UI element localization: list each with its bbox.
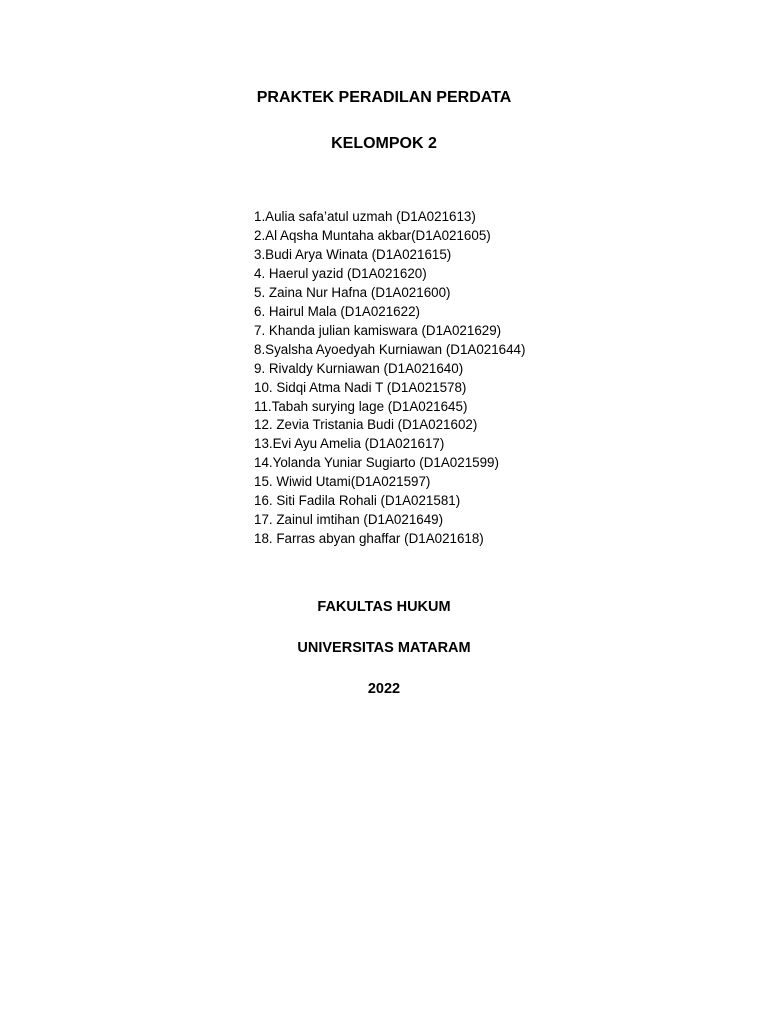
list-item: 16. Siti Fadila Rohali (D1A021581) bbox=[254, 493, 461, 509]
list-item: 17. Zainul imtihan (D1A021649) bbox=[254, 512, 444, 528]
list-item: 11.Tabah surying lage (D1A021645) bbox=[254, 398, 468, 414]
list-item: 6. Hairul Mala (D1A021622) bbox=[254, 303, 420, 319]
member-list bbox=[254, 208, 525, 549]
faculty-name: FAKULTAS HUKUM bbox=[317, 599, 451, 615]
list-item: 4. Haerul yazid (D1A021620) bbox=[254, 265, 427, 281]
list-item: 13.Evi Ayu Amelia (D1A021617) bbox=[254, 436, 445, 452]
list-item: 1.Aulia safa’atul uzmah (D1A021613) bbox=[254, 209, 476, 224]
list-item: 10. Sidqi Atma Nadi T (D1A021578) bbox=[254, 379, 467, 395]
list-item: 7. Khanda julian kamiswara (D1A021629) bbox=[254, 322, 502, 338]
list-item: 5. Zaina Nur Hafna (D1A021600) bbox=[254, 284, 451, 300]
list-item: 9. Rivaldy Kurniawan (D1A021640) bbox=[254, 360, 464, 376]
list-item: 8.Syalsha Ayoedyah Kurniawan (D1A021644) bbox=[254, 341, 526, 357]
list-item: 12. Zevia Tristania Budi (D1A021602) bbox=[254, 417, 478, 433]
document-year: 2022 bbox=[367, 681, 401, 697]
document-title: PRAKTEK PERADILAN PERDATA bbox=[256, 89, 512, 106]
list-item: 18. Farras abyan ghaffar (D1A021618) bbox=[254, 531, 484, 547]
group-title: KELOMPOK 2 bbox=[331, 135, 437, 152]
list-item: 2.Al Aqsha Muntaha akbar(D1A021605) bbox=[254, 227, 491, 243]
university-name: UNIVERSITAS MATARAM bbox=[297, 640, 471, 656]
list-item: 3.Budi Arya Winata (D1A021615) bbox=[254, 246, 452, 262]
list-item: 15. Wiwid Utami(D1A021597) bbox=[254, 474, 431, 490]
list-item: 14.Yolanda Yuniar Sugiarto (D1A021599) bbox=[254, 455, 499, 471]
